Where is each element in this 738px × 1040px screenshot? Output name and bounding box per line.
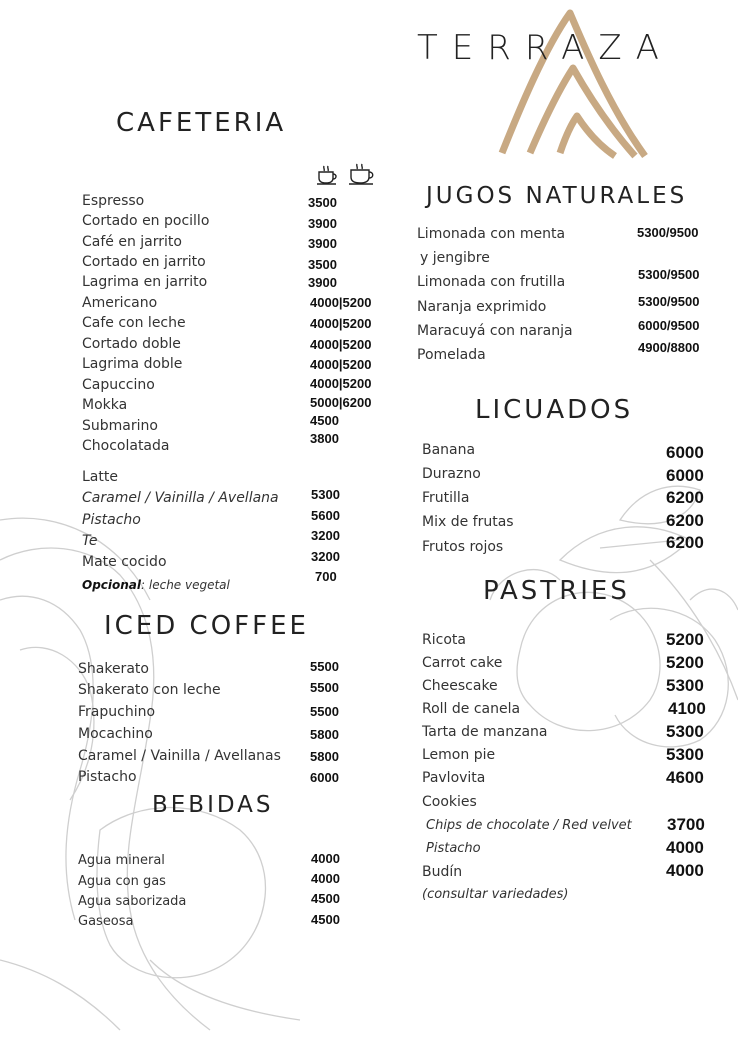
item-price: 5300/9500 — [638, 294, 700, 309]
item-price: 4000|5200 — [310, 316, 372, 331]
list-item: Roll de canela — [422, 701, 521, 717]
item-price: 5800 — [310, 749, 339, 764]
optional-note — [82, 578, 230, 592]
list-item: Te — [82, 533, 98, 549]
list-item: Caramel / Vainilla / Avellanas — [78, 748, 281, 764]
list-item: Budín — [422, 864, 463, 880]
item-price: 3900 — [308, 275, 337, 290]
item-price: 5300 — [666, 676, 704, 695]
list-item: Pistacho — [82, 512, 141, 528]
list-item: Caramel / Vainilla / Avellana — [82, 490, 279, 506]
list-item: Cafe con leche — [82, 315, 186, 331]
optional-text: : leche vegetal — [141, 578, 230, 592]
item-price: 4000|5200 — [310, 337, 372, 352]
item-price: 6000 — [666, 466, 704, 485]
list-item: Mix de frutas — [422, 514, 514, 530]
item-price: 6200 — [666, 511, 704, 530]
list-item: Mate cocido — [82, 554, 167, 570]
list-item: Carrot cake — [422, 655, 503, 671]
item-price: 6200 — [666, 533, 704, 552]
item-price: 4000 — [666, 861, 704, 880]
list-item: Banana — [422, 442, 476, 458]
item-price: 5500 — [310, 704, 339, 719]
list-item: Cheescake — [422, 678, 498, 694]
list-item: Durazno — [422, 466, 481, 482]
jugos-heading: JUGOS NATURALES — [426, 183, 688, 209]
list-item: Capuccino — [82, 377, 155, 393]
list-item: Agua saborizada — [78, 894, 187, 909]
item-price: 4000|5200 — [310, 376, 372, 391]
item-price: 3700 — [667, 815, 705, 834]
item-price: 3500 — [308, 195, 337, 210]
licuados-heading: LICUADOS — [475, 395, 634, 425]
item-price: 5600 — [311, 508, 340, 523]
item-price: 4900/8800 — [638, 340, 700, 355]
list-item: Cortado doble — [82, 336, 181, 352]
item-price: 700 — [315, 569, 337, 584]
item-price: 4500 — [311, 891, 340, 906]
item-price: 3200 — [311, 528, 340, 543]
item-price: 3900 — [308, 236, 337, 251]
list-item: Café en jarrito — [82, 234, 182, 250]
brand-name: TERRAZA — [417, 28, 673, 68]
list-item: Gaseosa — [78, 914, 134, 929]
item-price: 6000 — [666, 443, 704, 462]
list-item: Frutos rojos — [422, 539, 504, 555]
list-item: Chocolatada — [82, 438, 170, 454]
list-item: Latte — [82, 469, 118, 485]
item-price: 3800 — [310, 431, 339, 446]
item-price: 5300/9500 — [637, 225, 699, 240]
list-item: Pistacho — [426, 841, 481, 856]
iced-coffee-heading: ICED COFFEE — [104, 611, 309, 641]
item-price: 5200 — [666, 630, 704, 649]
item-price: 6200 — [666, 488, 704, 507]
item-price: 4000|5200 — [310, 295, 372, 310]
item-price: 6000 — [310, 770, 339, 785]
list-item: Cortado en pocillo — [82, 213, 210, 229]
list-item: y jengibre — [420, 250, 490, 266]
list-item: Tarta de manzana — [422, 724, 548, 740]
list-item: Naranja exprimido — [417, 299, 547, 315]
small-cup-icon — [314, 163, 340, 187]
list-item: Frapuchino — [78, 704, 156, 720]
list-item: Ricota — [422, 632, 466, 648]
item-price: 4000|5200 — [310, 357, 372, 372]
list-item: Submarino — [82, 418, 158, 434]
bebidas-heading: BEBIDAS — [152, 792, 274, 818]
item-price: 3500 — [308, 257, 337, 272]
list-item: Agua con gas — [78, 874, 166, 889]
list-item: Lemon pie — [422, 747, 496, 763]
list-item: Mokka — [82, 397, 128, 413]
list-item: Americano — [82, 295, 158, 311]
cafeteria-heading: CAFETERIA — [116, 108, 287, 138]
list-item: Limonada con frutilla — [417, 274, 566, 290]
item-price: 5300 — [666, 745, 704, 764]
item-price: 5300 — [666, 722, 704, 741]
item-price: 4000 — [666, 838, 704, 857]
item-price: 6000/9500 — [638, 318, 700, 333]
item-price: 4500 — [311, 912, 340, 927]
list-item: (consultar variedades) — [422, 887, 569, 902]
item-price: 4100 — [668, 699, 706, 718]
list-item: Espresso — [82, 193, 145, 209]
item-price: 5300/9500 — [638, 267, 700, 282]
large-cup-icon — [348, 163, 376, 187]
optional-label: Opcional — [82, 578, 142, 592]
list-item: Shakerato — [78, 661, 149, 677]
item-price: 4500 — [310, 413, 339, 428]
list-item: Mocachino — [78, 726, 153, 742]
list-item: Pavlovita — [422, 770, 486, 786]
item-price: 5000|6200 — [310, 395, 372, 410]
item-price: 3200 — [311, 549, 340, 564]
list-item: Cortado en jarrito — [82, 254, 206, 270]
item-price: 5500 — [310, 680, 339, 695]
list-item: Limonada con menta — [417, 226, 566, 242]
list-item: Cookies — [422, 794, 477, 810]
list-item: Lagrima en jarrito — [82, 274, 208, 290]
item-price: 3900 — [308, 216, 337, 231]
list-item: Shakerato con leche — [78, 682, 221, 698]
item-price: 5500 — [310, 659, 339, 674]
list-item: Frutilla — [422, 490, 470, 506]
item-price: 4000 — [311, 871, 340, 886]
item-price: 4600 — [666, 768, 704, 787]
list-item: Lagrima doble — [82, 356, 183, 372]
list-item: Pistacho — [78, 769, 137, 785]
item-price: 5200 — [666, 653, 704, 672]
list-item: Pomelada — [417, 347, 486, 363]
list-item: Maracuyá con naranja — [417, 323, 573, 339]
list-item: Agua mineral — [78, 853, 165, 868]
pastries-heading: PASTRIES — [483, 576, 630, 606]
list-item: Chips de chocolate / Red velvet — [426, 818, 632, 833]
item-price: 5800 — [310, 727, 339, 742]
item-price: 5300 — [311, 487, 340, 502]
item-price: 4000 — [311, 851, 340, 866]
